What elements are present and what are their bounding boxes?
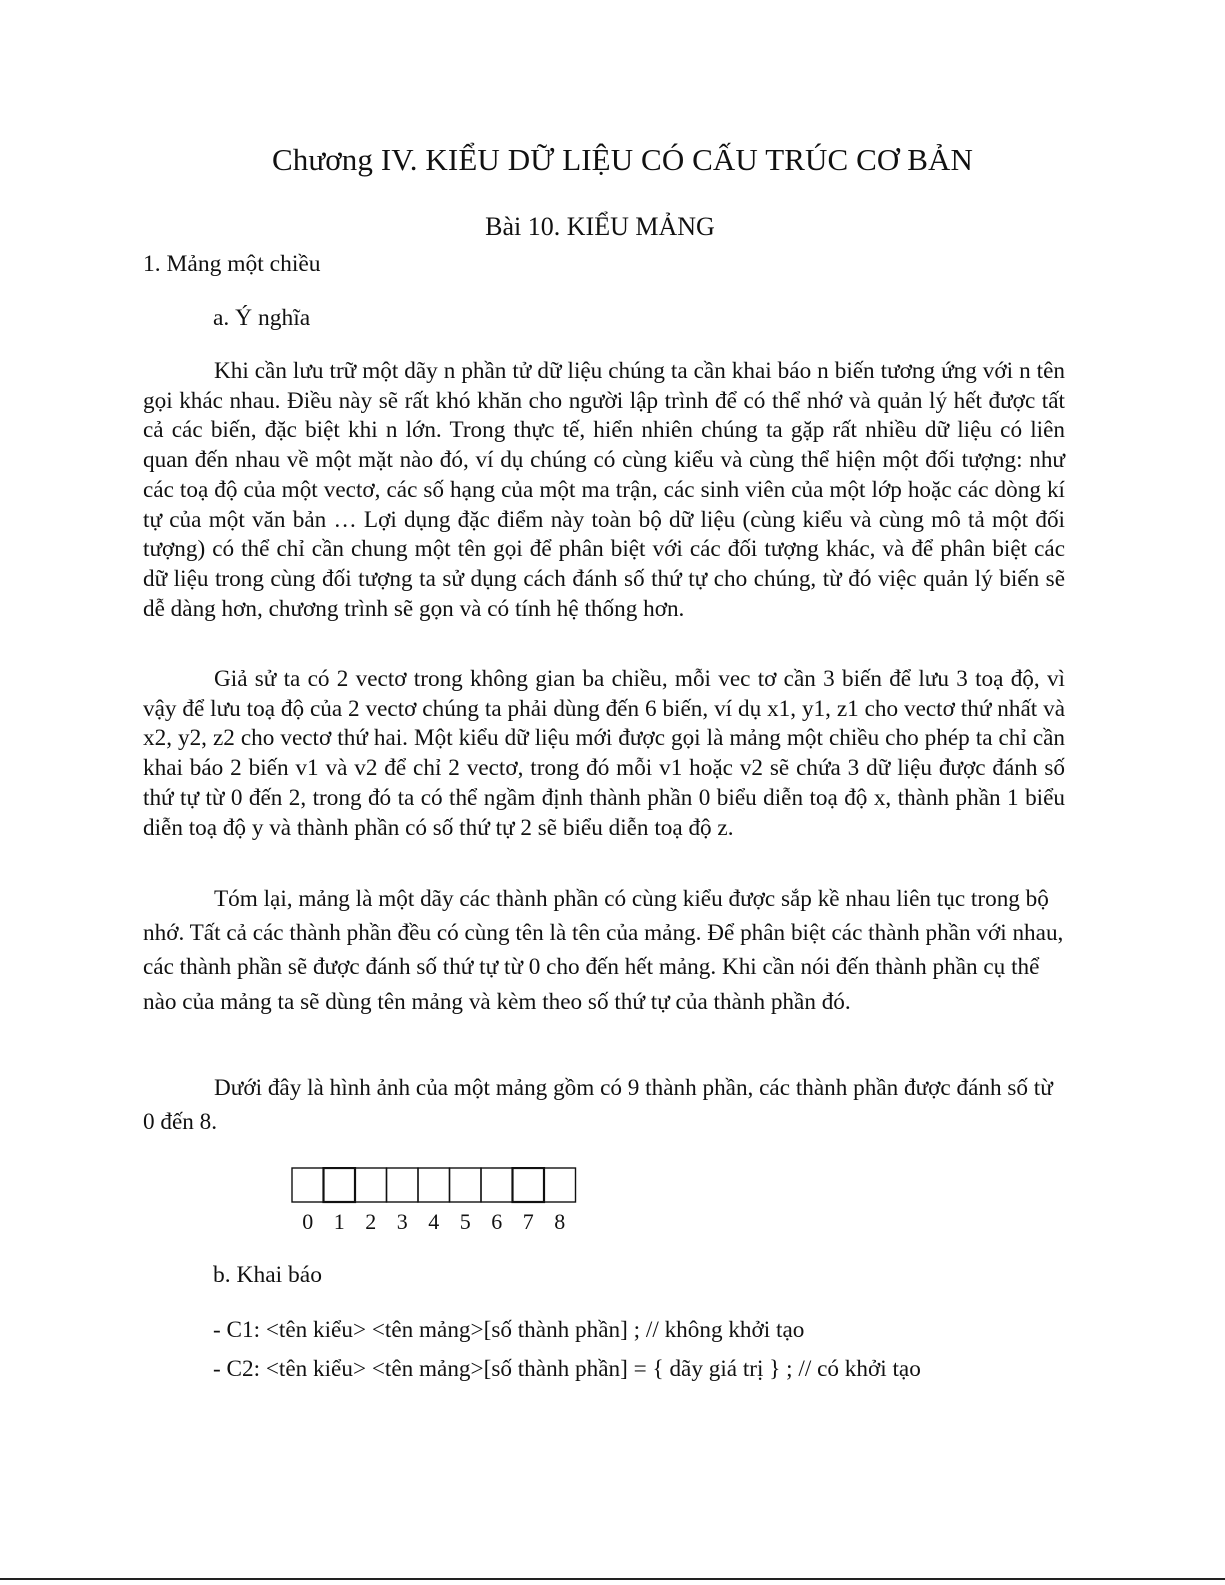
paragraph-meaning-4: Dưới đây là hình ảnh của một mảng gồm có 9 thành phần, các thành phần được đánh số từ 0 đến 8. [143, 1075, 1053, 1136]
array-index-label: 7 [522, 1209, 534, 1234]
array-cell [418, 1168, 450, 1202]
paragraph-meaning-2: Giả sử ta có 2 vectơ trong không gian ba chiều, mỗi vec tơ cần 3 biến để lưu 3 toạ độ, vì vậy để lưu toạ độ của 2 vectơ chúng ta phải dùng đến 6 biến, ví dụ x1, y1, z1 cho vectơ thứ nhất và x2, y2, z2 cho vectơ thứ hai. Một kiểu dữ liệu mới được gọi là mảng một chiều cho phép ta chỉ cần khai báo 2 biến v1 và v2 để chỉ 2 vectơ, trong đó mỗi v1 hoặc v2 sẽ chứa 3 dữ liệu được đánh số thứ tự từ 0 đến 2, trong đó ta có thể ngầm định thành phần 0 biểu diễn toạ độ x, thành phần 1 biểu diễn toạ độ y và thành phần có số thứ tự 2 sẽ biểu diễn toạ độ z. [143, 666, 1065, 841]
chapter-title: Chương IV. KIỂU DỮ LIỆU CÓ CẤU TRÚC CƠ BẢN [272, 142, 973, 177]
section-heading-1: 1. Mảng một chiều [143, 251, 321, 277]
array-index-labels [302, 1209, 565, 1234]
array-cells [292, 1168, 576, 1202]
subsection-heading-a: a. Ý nghĩa [213, 305, 311, 331]
array-cell [481, 1168, 513, 1202]
array-index-label: 6 [491, 1209, 503, 1234]
lesson-title: Bài 10. KIỂU MẢNG [485, 212, 715, 241]
declaration-form-2: - C2: <tên kiểu> <tên mảng>[số thành phần] = { dãy giá trị } ; // có khởi tạo [213, 1356, 921, 1382]
array-cell [387, 1168, 419, 1202]
array-cell [292, 1168, 324, 1202]
array-cell [450, 1168, 482, 1202]
array-index-label: 4 [428, 1209, 440, 1234]
array-cell [544, 1168, 576, 1202]
array-index-label: 2 [365, 1209, 377, 1234]
paragraph-meaning-1: Khi cần lưu trữ một dãy n phần tử dữ liệu chúng ta cần khai báo n biến tương ứng với n tên gọi khác nhau. Điều này sẽ rất khó khăn cho người lập trình để có thể nhớ và quản lý hết được tất cả các biến, đặc biệt khi n lớn. Trong thực tế, hiển nhiên chúng ta gặp rất nhiều dữ liệu có liên quan đến nhau về một mặt nào đó, ví dụ chúng có cùng kiểu và cùng thể hiện một đối tượng: như các toạ độ của một vectơ, các số hạng của một ma trận, các sinh viên của một lớp hoặc các dòng kí tự của một văn bản … Lợi dụng đặc điểm này toàn bộ dữ liệu (cùng kiểu và cùng mô tả một đối tượng) có thể chỉ cần chung một tên gọi để phân biệt với các đối tượng khác, và để phân biệt các dữ liệu trong cùng đối tượng ta sử dụng cách đánh số thứ tự cho chúng, từ đó việc quản lý biến sẽ dễ dàng hơn, chương trình sẽ gọn và có tính hệ thống hơn. [143, 358, 1065, 622]
array-index-label: 5 [459, 1209, 471, 1234]
bottom-divider [0, 1578, 1225, 1580]
array-cell [324, 1168, 356, 1202]
array-index-label: 1 [333, 1209, 345, 1234]
array-index-label: 3 [396, 1209, 408, 1234]
paragraph-meaning-3: Tóm lại, mảng là một dãy các thành phần có cùng kiểu được sắp kề nhau liên tục trong bộ nhớ. Tất cả các thành phần đều có cùng tên là tên của mảng. Để phân biệt các thành phần với nhau, các thành phần sẽ được đánh số thứ tự từ 0 cho đến hết mảng. Khi cần nói đến thành phần cụ thể nào của mảng ta sẽ dùng tên mảng và kèm theo số thứ tự của thành phần đó. [143, 886, 1064, 1015]
declaration-form-1: - C1: <tên kiểu> <tên mảng>[số thành phần] ; // không khởi tạo [213, 1317, 805, 1343]
array-cell [355, 1168, 387, 1202]
array-cell [513, 1168, 545, 1202]
array-index-label: 0 [302, 1209, 314, 1234]
array-index-label: 8 [554, 1209, 566, 1234]
array-diagram [291, 1167, 581, 1237]
subsection-heading-b: b. Khai báo [213, 1262, 322, 1288]
